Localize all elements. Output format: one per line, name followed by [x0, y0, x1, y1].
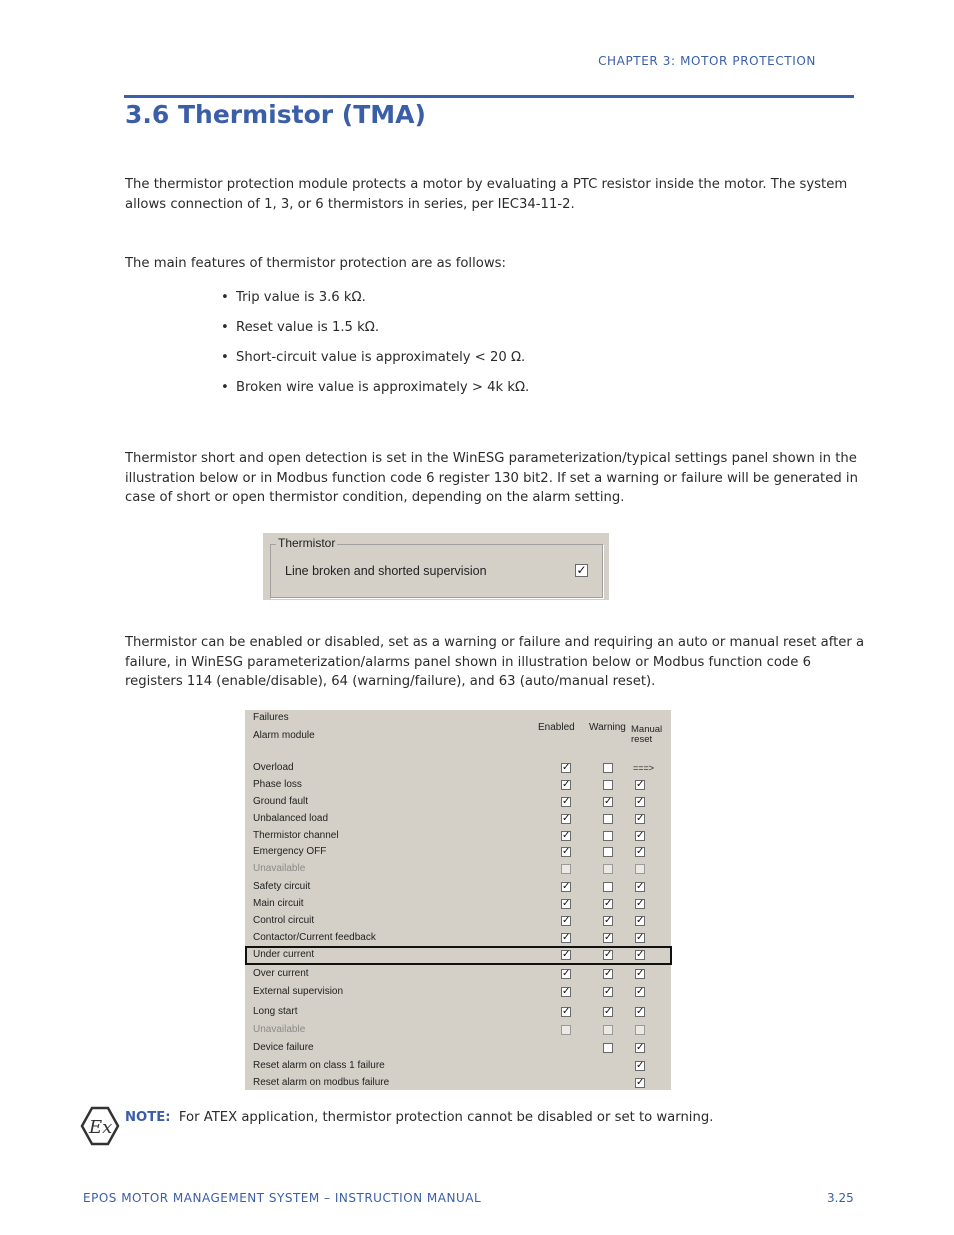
check-icon: ✓: [636, 813, 645, 824]
features-list: [221, 289, 529, 409]
check-icon: ✓: [562, 846, 571, 857]
check-icon: ✓: [604, 949, 613, 960]
manual-checkbox[interactable]: [635, 1078, 645, 1088]
alarm-label: Reset alarm on modbus failure: [253, 1077, 390, 1088]
table-row: [245, 984, 672, 1001]
alarm-label: Under current: [253, 949, 315, 960]
warning-checkbox[interactable]: [603, 831, 613, 841]
check-icon: ✓: [636, 949, 645, 960]
check-icon: ✓: [562, 796, 571, 807]
enabled-checkbox[interactable]: [561, 797, 571, 807]
table-row: [245, 794, 672, 811]
table-row: [245, 844, 672, 861]
warning-checkbox[interactable]: [603, 950, 613, 960]
check-icon: ✓: [604, 898, 613, 909]
table-row: [245, 913, 672, 930]
enabled-checkbox[interactable]: [561, 780, 571, 790]
enabled-checkbox[interactable]: [561, 814, 571, 824]
enabled-checkbox[interactable]: [561, 950, 571, 960]
warning-checkbox[interactable]: [603, 916, 613, 926]
table-row: [245, 811, 672, 828]
check-icon: ✓: [562, 986, 571, 997]
check-icon: ✓: [636, 898, 645, 909]
check-icon: ✓: [604, 1006, 613, 1017]
enabled-checkbox[interactable]: [561, 987, 571, 997]
alarms-panel: [245, 710, 672, 1090]
manual-checkbox[interactable]: [635, 1007, 645, 1017]
check-icon: ✓: [636, 915, 645, 926]
warning-checkbox[interactable]: [603, 969, 613, 979]
table-row: [245, 1058, 672, 1075]
alarm-label: Unavailable: [253, 863, 306, 874]
manual-checkbox[interactable]: [635, 916, 645, 926]
enabled-column-header: Enabled: [538, 722, 575, 733]
check-icon: ✓: [562, 813, 571, 824]
check-icon: ✓: [604, 968, 613, 979]
warning-checkbox[interactable]: [603, 797, 613, 807]
check-icon: ✓: [562, 915, 571, 926]
manual-reset-arrow: ===>: [633, 763, 655, 773]
table-row: [245, 1004, 672, 1021]
table-row: [245, 1022, 672, 1039]
warning-checkbox[interactable]: [603, 933, 613, 943]
alarm-label: Main circuit: [253, 898, 304, 909]
thermistor-group-label: Thermistor: [278, 536, 336, 550]
svg-text:Ex: Ex: [89, 1117, 113, 1138]
check-icon: ✓: [636, 830, 645, 841]
footer-manual-title: EPOS MOTOR MANAGEMENT SYSTEM – INSTRUCTION MANUAL: [83, 1191, 482, 1205]
enabled-checkbox[interactable]: [561, 831, 571, 841]
table-row: [245, 930, 672, 947]
enable-paragraph: Thermistor can be enabled or disabled, set as a warning or failure and requiring an auto or manual reset after a failure, in WinESG parameterization/alarms panel shown in illustration below or Modbus function code 6 registers 114 (enable/disable), 64 (warning/failure), and 63 (auto/manual reset).: [125, 635, 865, 689]
enabled-checkbox[interactable]: [561, 933, 571, 943]
alarm-label: Unbalanced load: [253, 813, 329, 824]
warning-checkbox[interactable]: [603, 899, 613, 909]
check-icon: ✓: [636, 968, 645, 979]
check-icon: ✓: [604, 796, 613, 807]
failures-group-label: Failures: [253, 712, 289, 723]
check-icon: ✓: [636, 932, 645, 943]
check-icon: ✓: [562, 932, 571, 943]
manual-checkbox[interactable]: [635, 797, 645, 807]
alarm-label: Control circuit: [253, 915, 315, 926]
manual-checkbox[interactable]: [635, 882, 645, 892]
section-title: 3.6 Thermistor (TMA): [125, 100, 426, 129]
manual-checkbox: [635, 1025, 645, 1035]
list-item: • Reset value is 1.5 kΩ.: [221, 319, 529, 349]
chapter-header: CHAPTER 3: MOTOR PROTECTION: [598, 54, 816, 68]
note-label: NOTE:: [125, 1110, 171, 1125]
table-row: [245, 777, 672, 794]
manual-checkbox[interactable]: [635, 950, 645, 960]
check-icon: ✓: [562, 779, 571, 790]
thermistor-settings-panel: [263, 533, 609, 600]
manual-checkbox[interactable]: [635, 899, 645, 909]
alarm-label: Overload: [253, 762, 294, 773]
check-icon: ✓: [562, 898, 571, 909]
check-icon: ✓: [636, 1060, 645, 1071]
enabled-checkbox[interactable]: [561, 847, 571, 857]
enabled-checkbox: [561, 864, 571, 874]
manual-checkbox[interactable]: [635, 987, 645, 997]
alarm-label: Emergency OFF: [253, 846, 327, 857]
alarm-label: Safety circuit: [253, 881, 311, 892]
manual-checkbox[interactable]: [635, 1061, 645, 1071]
footer-page-number: 3.25: [827, 1191, 854, 1205]
alarm-label: Phase loss: [253, 779, 302, 790]
check-icon: ✓: [636, 796, 645, 807]
alarm-label: Long start: [253, 1006, 298, 1017]
alarm-label: Thermistor channel: [253, 830, 339, 841]
alarm-label: Over current: [253, 968, 309, 979]
alarm-label: Device failure: [253, 1042, 314, 1053]
line-broken-checkbox[interactable]: [575, 564, 588, 577]
table-row: [245, 946, 672, 965]
table-row: [245, 828, 672, 845]
warning-checkbox: [603, 1025, 613, 1035]
warning-checkbox[interactable]: [603, 987, 613, 997]
enabled-checkbox[interactable]: [561, 916, 571, 926]
check-icon: ✓: [636, 986, 645, 997]
check-icon: ✓: [604, 932, 613, 943]
manual-checkbox[interactable]: [635, 780, 645, 790]
note: [125, 1110, 713, 1125]
warning-checkbox: [603, 864, 613, 874]
manual-checkbox[interactable]: [635, 1043, 645, 1053]
table-row: [245, 896, 672, 913]
check-icon: ✓: [562, 881, 571, 892]
table-row: [245, 966, 672, 983]
header-rule: [124, 95, 854, 98]
enabled-checkbox[interactable]: [561, 899, 571, 909]
check-icon: ✓: [562, 762, 571, 773]
warning-column-header: Warning: [589, 722, 626, 733]
table-row: [245, 760, 672, 777]
manual-checkbox[interactable]: [635, 814, 645, 824]
alarm-label: External supervision: [253, 986, 344, 997]
warning-checkbox[interactable]: [603, 780, 613, 790]
manual-checkbox: [635, 864, 645, 874]
check-icon: ✓: [604, 915, 613, 926]
manual-checkbox[interactable]: [635, 933, 645, 943]
note-text: For ATEX application, thermistor protection cannot be disabled or set to warning.: [178, 1110, 714, 1125]
check-icon: ✓: [562, 1006, 571, 1017]
check-icon: ✓: [562, 830, 571, 841]
table-row: [245, 1075, 672, 1092]
enabled-checkbox: [561, 1025, 571, 1035]
check-icon: ✓: [636, 846, 645, 857]
enabled-checkbox[interactable]: [561, 882, 571, 892]
warning-checkbox[interactable]: [603, 847, 613, 857]
check-icon: ✓: [636, 1042, 645, 1053]
warning-checkbox[interactable]: [603, 763, 613, 773]
check-icon: ✓: [636, 1006, 645, 1017]
enabled-checkbox[interactable]: [561, 763, 571, 773]
features-intro: The main features of thermistor protection are as follows:: [125, 256, 506, 271]
line-broken-label: Line broken and shorted supervision: [285, 564, 487, 578]
check-icon: ✓: [636, 779, 645, 790]
table-row: [245, 1040, 672, 1057]
warning-checkbox[interactable]: [603, 1007, 613, 1017]
warning-checkbox[interactable]: [603, 814, 613, 824]
atex-ex-icon: [80, 1106, 120, 1146]
alarm-label: Unavailable: [253, 1024, 306, 1035]
warning-checkbox[interactable]: [603, 1043, 613, 1053]
manual-checkbox[interactable]: [635, 847, 645, 857]
table-row: [245, 879, 672, 896]
list-item: • Trip value is 3.6 kΩ.: [221, 289, 529, 319]
list-item: • Short-circuit value is approximately < 20 Ω.: [221, 349, 529, 379]
check-icon: ✓: [636, 1077, 645, 1088]
manual-checkbox[interactable]: [635, 831, 645, 841]
check-icon: ✓: [562, 949, 571, 960]
warning-checkbox[interactable]: [603, 882, 613, 892]
alarm-label: Reset alarm on class 1 failure: [253, 1060, 385, 1071]
enabled-checkbox[interactable]: [561, 969, 571, 979]
alarm-label: Contactor/Current feedback: [253, 932, 376, 943]
manual-reset-column-header: Manual reset: [631, 724, 663, 745]
check-icon: ✓: [562, 968, 571, 979]
list-item: • Broken wire value is approximately > 4k kΩ.: [221, 379, 529, 409]
intro-paragraph: The thermistor protection module protects a motor by evaluating a PTC resistor inside the motor. The system allows connection of 1, 3, or 6 thermistors in series, per IEC34-11-2.: [125, 177, 848, 212]
detection-paragraph: Thermistor short and open detection is set in the WinESG parameterization/typical settings panel shown in the illustration below or in Modbus function code 6 register 130 bit2. If set a warning or failure will be generated in case of short or open thermistor condition, depending on the alarm setting.: [125, 451, 858, 505]
manual-checkbox[interactable]: [635, 969, 645, 979]
check-icon: ✓: [604, 986, 613, 997]
check-icon: ✓: [636, 881, 645, 892]
table-row: [245, 861, 672, 878]
enabled-checkbox[interactable]: [561, 1007, 571, 1017]
alarm-label: Ground fault: [253, 796, 309, 807]
alarm-module-label: Alarm module: [253, 730, 315, 741]
check-icon: ✓: [576, 563, 587, 577]
